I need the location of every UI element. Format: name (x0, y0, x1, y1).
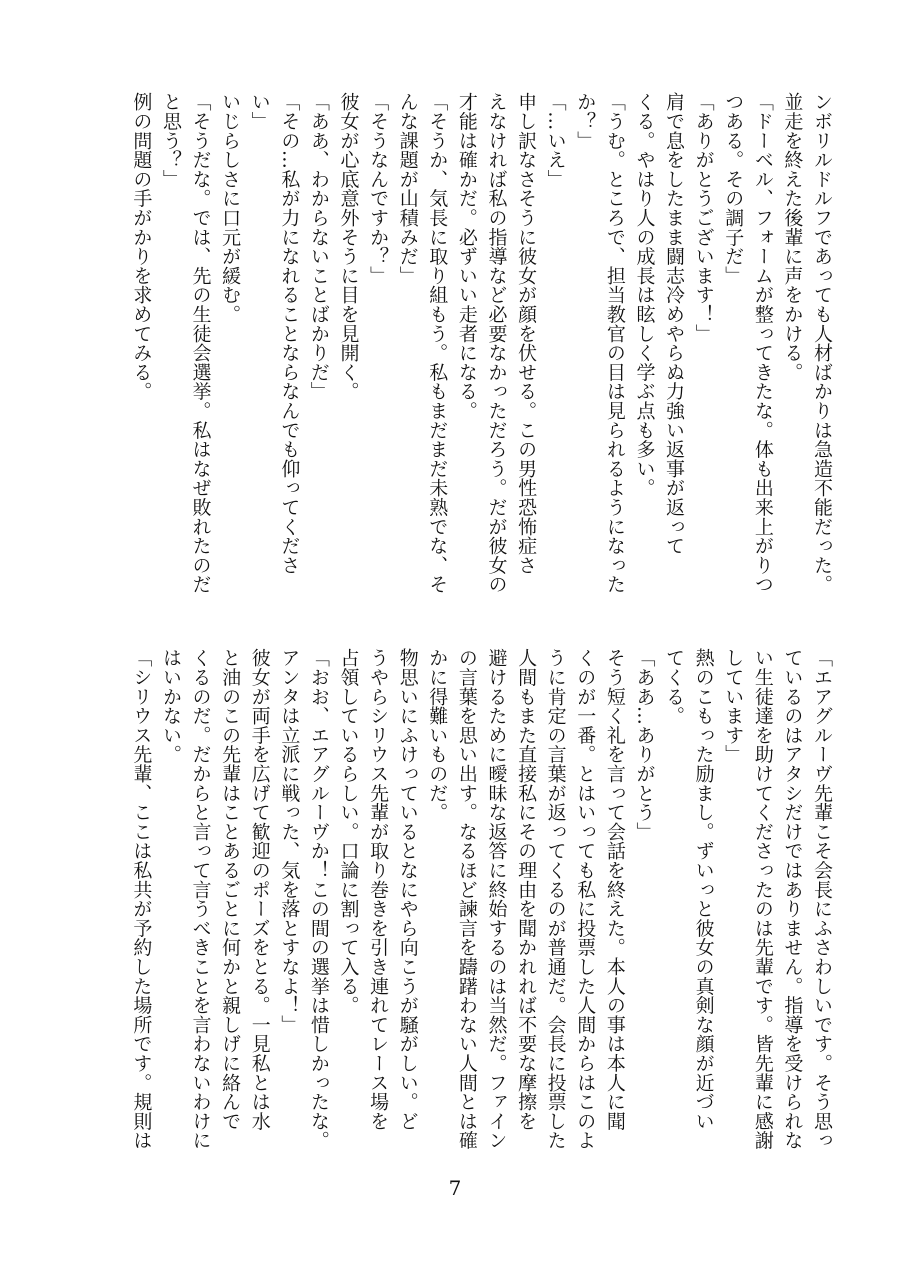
text-line: えなければ私の指導など必要なかっただろう。だが彼女の (485, 92, 508, 594)
text-line: しています」 (722, 648, 745, 764)
text-line: んな課題が山積みだ」 (396, 92, 419, 285)
text-line: 例の問題の手がかりを求めてみる。 (130, 92, 153, 401)
text-line: 避けるために曖昧な返答に終始するのは当然だ。ファイン (485, 648, 508, 1150)
text-line: アンタは立派に戦った、気を落とすなよ！」 (278, 648, 301, 1034)
text-line: 「その…私が力になれることならなんでも仰ってくださ (278, 92, 301, 575)
text-line: そう短く礼を言って会話を終えた。本人の事は本人に聞 (603, 648, 626, 1131)
text-line: 才能は確かだ。必ずいい走者になる。 (455, 92, 478, 421)
text-line: 並走を終えた後輩に声をかける。 (781, 92, 804, 382)
text-line: 彼女が心底意外そうに目を見開く。 (337, 92, 360, 401)
text-line: 「ありがとうございます！」 (692, 92, 715, 343)
text-line: かに得難いものだ。 (426, 648, 449, 822)
text-line: つある。その調子だ」 (722, 92, 745, 285)
text-line: 申し訳なさそうに彼女が顔を伏せる。この男性恐怖症さ (515, 92, 538, 575)
text-line: 彼女が両手を広げて歓迎のポーズをとる。一見私とは水 (248, 648, 271, 1131)
text-line: 「うむ。ところで、担当教官の目は見られるようになった (603, 92, 626, 594)
text-line: 「そうだな。では、先の生徒会選挙。私はなぜ敗れたのだ (189, 92, 212, 594)
text-line: 「ああ…ありがとう」 (633, 648, 656, 841)
text-line: くるのだ。だからと言って言うべきことを言わないわけに (189, 648, 212, 1150)
text-line: 物思いにふけっているとなにやら向こうが騒がしい。ど (396, 648, 419, 1131)
text-line: い生徒達を助けてくださったのは先輩です。皆先輩に感謝 (751, 648, 774, 1150)
text-line: 「おお、エアグルーヴか！この間の選挙は惜しかったな。 (307, 648, 330, 1150)
text-line: ンボリルドルフであっても人材ばかりは急造不能だった。 (811, 92, 833, 594)
text-line: の言葉を思い出す。なるほど諫言を躊躇わない人間とは確 (455, 648, 478, 1150)
text-line: 「…いえ」 (544, 92, 567, 189)
text-line: うに肯定の言葉が返ってくるのが普通だ。会長に投票した (544, 648, 567, 1150)
text-line: はいかない。 (159, 648, 182, 764)
text-line: てくる。 (663, 648, 686, 726)
text-line: 肩で息をしたまま闘志冷めやらぬ力強い返事が返って (663, 92, 686, 556)
text-line: 「そうなんですか？」 (367, 92, 390, 285)
text-line: 「シリウス先輩、ここは私共が予約した場所です。規則は (130, 648, 153, 1150)
text-line: いじらしさに口元が緩む。 (219, 92, 242, 324)
text-line: 占領しているらしい。口論に割って入る。 (337, 648, 360, 1015)
text-line: 「ドーベル、フォームが整ってきたな。体も出来上がりつ (751, 92, 774, 594)
text-line: 「そうか、気長に取り組もう。私もまだまだ未熟でな、そ (426, 92, 449, 594)
text-line: と油のこの先輩はことあるごとに何かと親しげに絡んで (219, 648, 242, 1131)
text-line: 熱のこもった励まし。ずいっと彼女の真剣な顔が近づい (692, 648, 715, 1131)
text-line: か？」 (574, 92, 597, 150)
text-line: うやらシリウス先輩が取り巻きを引き連れてレース場を (367, 648, 390, 1131)
text-line: い」 (248, 92, 271, 131)
text-line: くのが一番。とはいっても私に投票した人間からはこのよ (574, 648, 597, 1150)
text-line: 「ああ、わからないことばかりだ」 (307, 92, 330, 401)
text-line: ているのはアタシだけではありません。指導を受けられな (781, 648, 804, 1150)
text-block-top (126, 92, 836, 602)
text-line: と思う？」 (159, 92, 182, 189)
text-line: 「エアグルーヴ先輩こそ会長にふさわしいです。そう思っ (811, 648, 833, 1150)
text-line: くる。やはり人の成長は眩しく学ぶ点も多い。 (633, 92, 656, 498)
page-number: 7 (448, 1176, 462, 1200)
text-line: 人間もまた直接私にその理由を聞かれれば不要な摩擦を (515, 648, 538, 1131)
text-block-bottom (126, 648, 836, 1154)
